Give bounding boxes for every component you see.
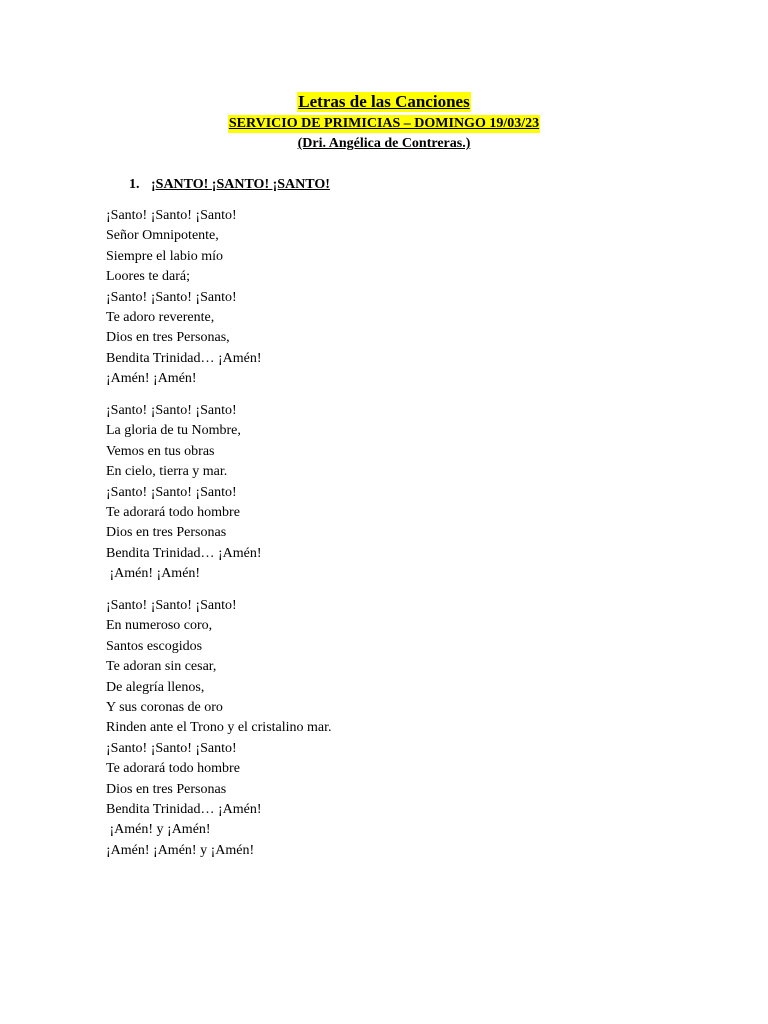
lyric-line: ¡Amén! ¡Amén! <box>106 566 201 582</box>
lyric-line: Y sus coronas de oro <box>106 699 223 715</box>
lyric-line: Señor Omnipotente, <box>106 228 219 244</box>
lyric-line: Vemos en tus obras <box>106 443 215 459</box>
lyric-line: Te adorará todo hombre <box>106 761 240 777</box>
lyric-line: ¡Amén! ¡Amén! <box>106 371 197 387</box>
stanza <box>106 206 706 390</box>
lyric-line: Bendita Trinidad… ¡Amén! <box>106 350 262 366</box>
lyric-line: ¡Santo! ¡Santo! ¡Santo! <box>106 208 237 223</box>
service-subtitle: SERVICIO DE PRIMICIAS – DOMINGO 19/03/23 <box>228 116 540 131</box>
stanza <box>106 596 706 861</box>
lyric-line: Bendita Trinidad… ¡Amén! <box>106 545 262 561</box>
lyric-line: ¡Santo! ¡Santo! ¡Santo! <box>106 403 237 419</box>
song-title: ¡SANTO! ¡SANTO! ¡SANTO! <box>151 177 330 192</box>
lyric-line: ¡Santo! ¡Santo! ¡Santo! <box>106 598 237 614</box>
song-number: 1. <box>129 177 140 192</box>
document-title: Letras de las Canciones <box>298 92 470 111</box>
lyric-line: Dios en tres Personas, <box>106 330 230 346</box>
lyric-line: ¡Santo! ¡Santo! ¡Santo! <box>106 740 237 756</box>
lyric-line: Santos escogidos <box>106 638 203 654</box>
lyric-line: Te adorará todo hombre <box>106 504 240 520</box>
lyric-line: ¡Amén! ¡Amén! y ¡Amén! <box>106 842 255 858</box>
song-lyrics <box>106 206 706 873</box>
author-line: (Dri. Angélica de Contreras.) <box>297 136 471 151</box>
document-header <box>0 92 768 153</box>
stanza <box>106 401 706 585</box>
lyric-line: ¡Santo! ¡Santo! ¡Santo! <box>106 289 237 305</box>
lyric-line: En numeroso coro, <box>106 618 213 634</box>
lyric-line: Loores te dará; <box>106 269 190 285</box>
lyric-line: En cielo, tierra y mar. <box>106 464 228 480</box>
lyric-line: Dios en tres Personas <box>106 525 227 541</box>
lyric-line: La gloria de tu Nombre, <box>106 423 241 439</box>
lyric-line: Rinden ante el Trono y el cristalino mar. <box>106 720 332 736</box>
lyric-line: Bendita Trinidad… ¡Amén! <box>106 801 262 817</box>
lyric-line: ¡Amén! y ¡Amén! <box>106 822 211 838</box>
lyric-line: Te adoro reverente, <box>106 309 215 325</box>
lyric-line: Te adoran sin cesar, <box>106 659 217 675</box>
lyric-line: ¡Santo! ¡Santo! ¡Santo! <box>106 484 237 500</box>
lyric-line: Siempre el labio mío <box>106 248 224 264</box>
lyric-line: De alegría llenos, <box>106 679 205 695</box>
song-heading <box>129 176 330 194</box>
lyric-line: Dios en tres Personas <box>106 781 227 797</box>
